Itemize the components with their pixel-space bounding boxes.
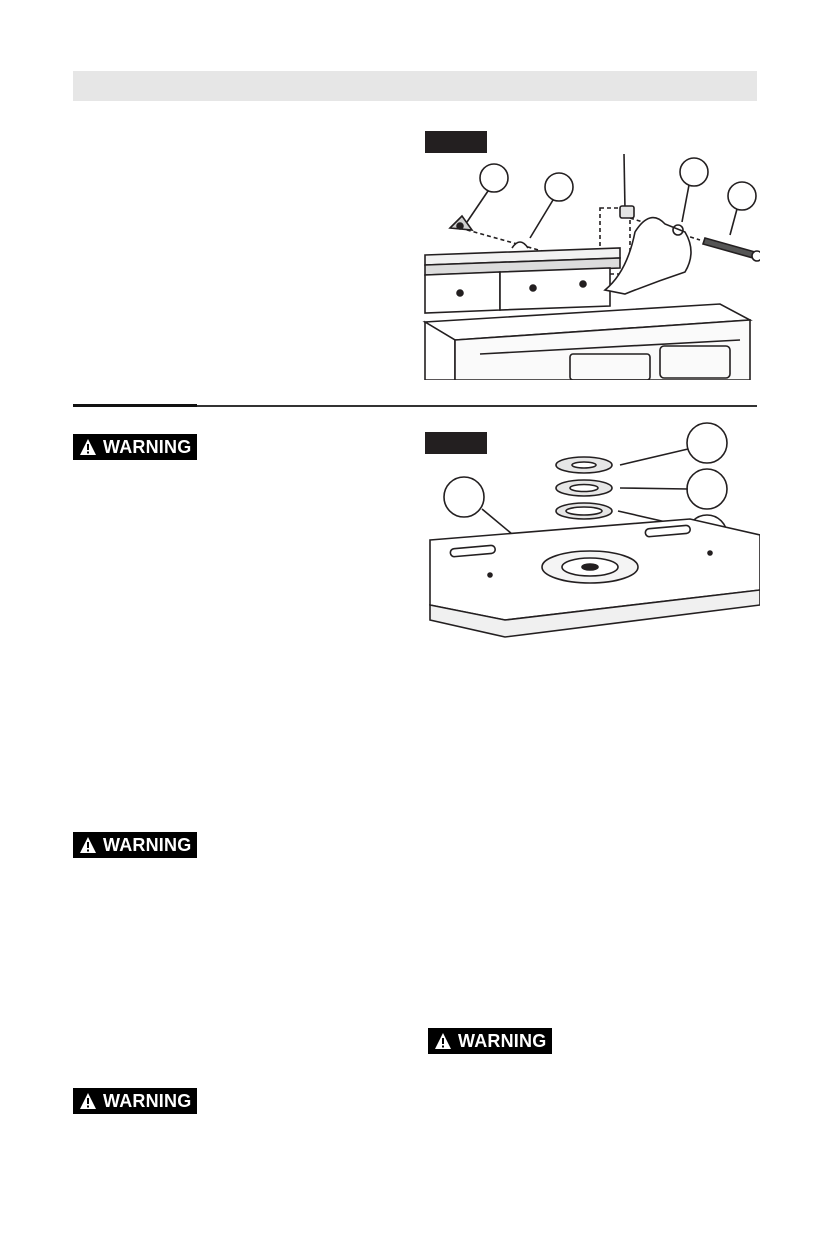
warning-badge-3 xyxy=(428,1028,552,1054)
warning-label: WARNING xyxy=(458,1030,547,1051)
warning-label: WARNING xyxy=(103,834,192,855)
warning-badge-4 xyxy=(73,1088,197,1114)
warning-triangle-icon xyxy=(79,1092,97,1110)
warning-triangle-icon xyxy=(79,836,97,854)
warning-label: WARNING xyxy=(103,436,192,457)
section-header-band xyxy=(73,71,757,101)
warning-badge-1 xyxy=(73,434,197,460)
warning-badge-2 xyxy=(73,832,197,858)
warning-label: WARNING xyxy=(103,1090,192,1111)
warning-triangle-icon xyxy=(79,438,97,456)
section-divider-accent xyxy=(73,404,197,407)
router-table-insert-rings-illustration xyxy=(420,415,760,640)
fence-assembly-illustration xyxy=(420,150,760,380)
warning-triangle-icon xyxy=(434,1032,452,1050)
